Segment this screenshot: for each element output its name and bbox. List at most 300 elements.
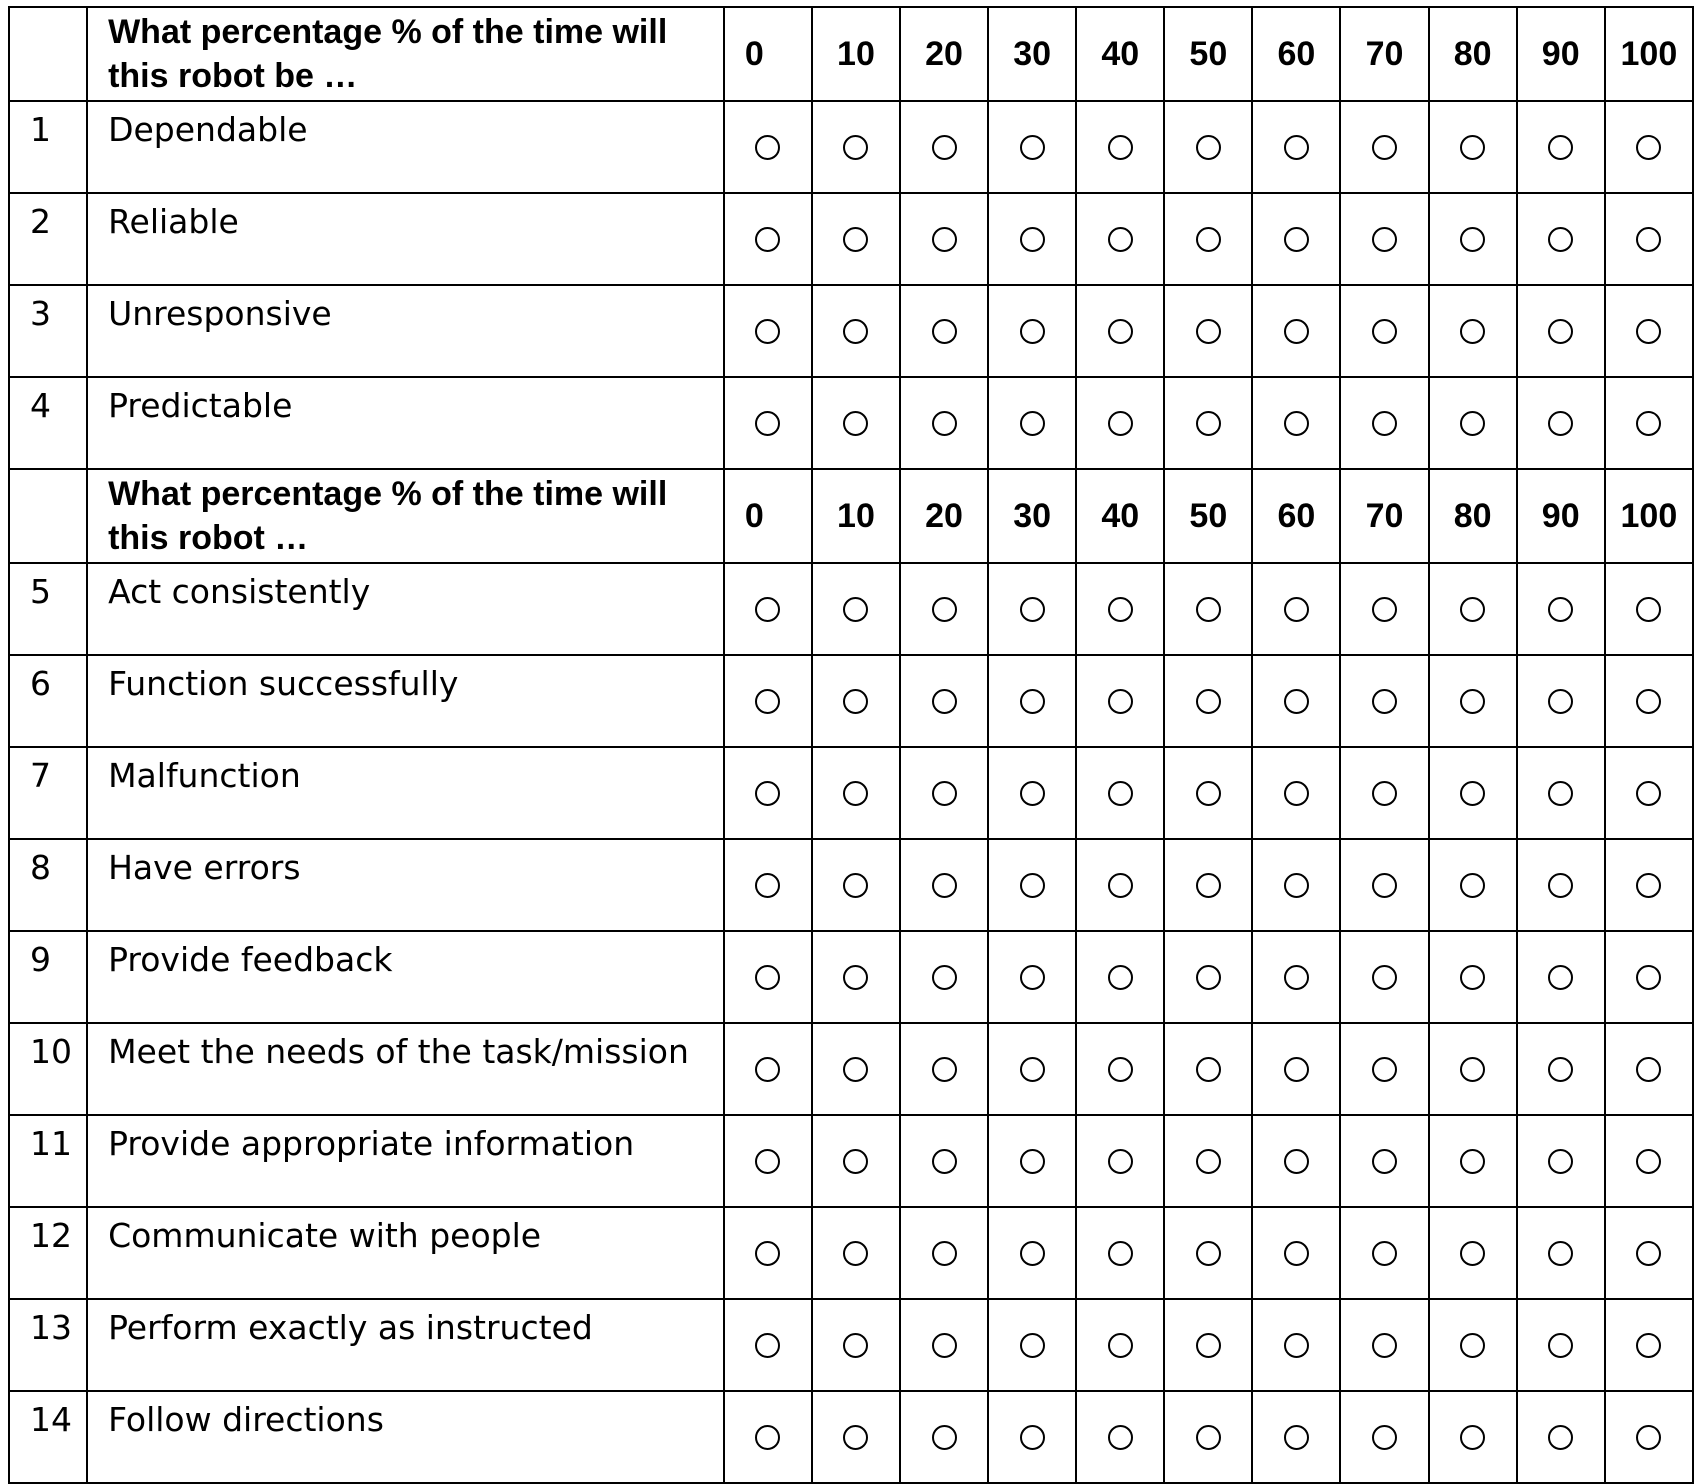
rating-radio-30[interactable] bbox=[1020, 1425, 1045, 1450]
rating-cell bbox=[1429, 839, 1517, 931]
rating-radio-30[interactable] bbox=[1020, 1333, 1045, 1358]
scale-header-60: 60 bbox=[1252, 469, 1340, 563]
rating-radio-90[interactable] bbox=[1548, 1241, 1573, 1266]
rating-radio-10[interactable] bbox=[843, 227, 868, 252]
rating-cell bbox=[1340, 747, 1428, 839]
rating-radio-10[interactable] bbox=[843, 781, 868, 806]
rating-radio-90[interactable] bbox=[1548, 1425, 1573, 1450]
item-label: Malfunction bbox=[87, 747, 724, 839]
rating-radio-40[interactable] bbox=[1108, 1149, 1133, 1174]
rating-radio-70[interactable] bbox=[1372, 689, 1397, 714]
rating-radio-20[interactable] bbox=[932, 1425, 957, 1450]
rating-radio-20[interactable] bbox=[932, 689, 957, 714]
item-number: 14 bbox=[9, 1391, 87, 1483]
rating-cell bbox=[812, 193, 900, 285]
rating-cell bbox=[1076, 193, 1164, 285]
rating-radio-90[interactable] bbox=[1548, 1333, 1573, 1358]
rating-radio-20[interactable] bbox=[932, 597, 957, 622]
rating-radio-10[interactable] bbox=[843, 1425, 868, 1450]
rating-radio-70[interactable] bbox=[1372, 319, 1397, 344]
rating-radio-10[interactable] bbox=[843, 1333, 868, 1358]
rating-cell bbox=[1164, 563, 1252, 655]
rating-cell bbox=[1605, 1023, 1693, 1115]
rating-cell bbox=[988, 193, 1076, 285]
scale-header-30: 30 bbox=[988, 7, 1076, 101]
rating-cell bbox=[724, 1207, 812, 1299]
rating-radio-70[interactable] bbox=[1372, 597, 1397, 622]
rating-cell bbox=[1605, 193, 1693, 285]
rating-cell bbox=[1517, 839, 1605, 931]
rating-radio-30[interactable] bbox=[1020, 1149, 1045, 1174]
rating-radio-90[interactable] bbox=[1548, 689, 1573, 714]
item-number: 13 bbox=[9, 1299, 87, 1391]
rating-cell bbox=[1076, 1115, 1164, 1207]
rating-radio-90[interactable] bbox=[1548, 135, 1573, 160]
rating-cell bbox=[812, 655, 900, 747]
rating-radio-20[interactable] bbox=[932, 965, 957, 990]
rating-cell bbox=[900, 377, 988, 469]
rating-cell bbox=[1340, 839, 1428, 931]
rating-cell bbox=[1429, 563, 1517, 655]
rating-radio-90[interactable] bbox=[1548, 965, 1573, 990]
rating-radio-100[interactable] bbox=[1636, 1333, 1661, 1358]
rating-radio-80[interactable] bbox=[1460, 965, 1485, 990]
rating-cell bbox=[1429, 1115, 1517, 1207]
rating-cell bbox=[1076, 655, 1164, 747]
rating-radio-60[interactable] bbox=[1284, 1333, 1309, 1358]
rating-cell bbox=[1340, 931, 1428, 1023]
rating-radio-60[interactable] bbox=[1284, 689, 1309, 714]
rating-radio-0[interactable] bbox=[755, 135, 780, 160]
rating-radio-40[interactable] bbox=[1108, 227, 1133, 252]
item-number: 12 bbox=[9, 1207, 87, 1299]
rating-cell bbox=[1517, 1391, 1605, 1483]
rating-cell bbox=[1076, 1207, 1164, 1299]
rating-radio-100[interactable] bbox=[1636, 873, 1661, 898]
rating-cell bbox=[1429, 1023, 1517, 1115]
header-number-cell bbox=[9, 469, 87, 563]
rating-radio-80[interactable] bbox=[1460, 319, 1485, 344]
rating-cell bbox=[812, 285, 900, 377]
rating-radio-20[interactable] bbox=[932, 227, 957, 252]
rating-cell bbox=[1340, 1391, 1428, 1483]
rating-radio-80[interactable] bbox=[1460, 227, 1485, 252]
rating-cell bbox=[1252, 839, 1340, 931]
trust-survey-table bbox=[8, 6, 1694, 1484]
rating-cell bbox=[1605, 655, 1693, 747]
rating-radio-70[interactable] bbox=[1372, 781, 1397, 806]
rating-radio-80[interactable] bbox=[1460, 1425, 1485, 1450]
rating-radio-90[interactable] bbox=[1548, 781, 1573, 806]
rating-radio-40[interactable] bbox=[1108, 965, 1133, 990]
scale-header-row bbox=[9, 469, 1693, 563]
item-number: 2 bbox=[9, 193, 87, 285]
rating-radio-40[interactable] bbox=[1108, 1333, 1133, 1358]
rating-cell bbox=[1517, 1299, 1605, 1391]
rating-radio-60[interactable] bbox=[1284, 1241, 1309, 1266]
rating-radio-50[interactable] bbox=[1196, 1149, 1221, 1174]
rating-cell bbox=[988, 1391, 1076, 1483]
rating-radio-10[interactable] bbox=[843, 1149, 868, 1174]
rating-radio-0[interactable] bbox=[755, 227, 780, 252]
survey-item-row bbox=[9, 1023, 1693, 1115]
rating-cell bbox=[1340, 1115, 1428, 1207]
scale-header-60: 60 bbox=[1252, 7, 1340, 101]
rating-radio-80[interactable] bbox=[1460, 873, 1485, 898]
rating-radio-70[interactable] bbox=[1372, 411, 1397, 436]
rating-radio-100[interactable] bbox=[1636, 1149, 1661, 1174]
rating-cell bbox=[1164, 931, 1252, 1023]
rating-cell bbox=[1429, 655, 1517, 747]
rating-radio-30[interactable] bbox=[1020, 873, 1045, 898]
rating-cell bbox=[1164, 839, 1252, 931]
item-label: Follow directions bbox=[87, 1391, 724, 1483]
rating-cell bbox=[1076, 285, 1164, 377]
rating-radio-50[interactable] bbox=[1196, 781, 1221, 806]
rating-radio-100[interactable] bbox=[1636, 1057, 1661, 1082]
scale-header-row bbox=[9, 7, 1693, 101]
rating-cell bbox=[812, 1023, 900, 1115]
rating-radio-40[interactable] bbox=[1108, 1425, 1133, 1450]
rating-radio-0[interactable] bbox=[755, 873, 780, 898]
item-label: Reliable bbox=[87, 193, 724, 285]
rating-cell bbox=[1076, 1023, 1164, 1115]
rating-cell bbox=[1076, 931, 1164, 1023]
rating-cell bbox=[900, 931, 988, 1023]
item-number: 9 bbox=[9, 931, 87, 1023]
rating-radio-70[interactable] bbox=[1372, 1149, 1397, 1174]
item-number: 1 bbox=[9, 101, 87, 193]
scale-header-50: 50 bbox=[1164, 469, 1252, 563]
rating-cell bbox=[1340, 1023, 1428, 1115]
rating-radio-90[interactable] bbox=[1548, 319, 1573, 344]
rating-cell bbox=[1340, 1299, 1428, 1391]
rating-radio-90[interactable] bbox=[1548, 411, 1573, 436]
rating-cell bbox=[1429, 377, 1517, 469]
item-label: Communicate with people bbox=[87, 1207, 724, 1299]
rating-cell bbox=[1252, 655, 1340, 747]
survey-item-row bbox=[9, 931, 1693, 1023]
item-label: Have errors bbox=[87, 839, 724, 931]
rating-cell bbox=[1340, 377, 1428, 469]
rating-radio-40[interactable] bbox=[1108, 873, 1133, 898]
rating-cell bbox=[1429, 1391, 1517, 1483]
rating-cell bbox=[1076, 1391, 1164, 1483]
item-label: Perform exactly as instructed bbox=[87, 1299, 724, 1391]
rating-radio-10[interactable] bbox=[843, 597, 868, 622]
rating-radio-50[interactable] bbox=[1196, 965, 1221, 990]
rating-cell bbox=[724, 1299, 812, 1391]
rating-cell bbox=[724, 285, 812, 377]
rating-radio-90[interactable] bbox=[1548, 227, 1573, 252]
rating-radio-30[interactable] bbox=[1020, 1241, 1045, 1266]
rating-radio-50[interactable] bbox=[1196, 873, 1221, 898]
rating-radio-20[interactable] bbox=[932, 135, 957, 160]
rating-radio-80[interactable] bbox=[1460, 781, 1485, 806]
rating-cell bbox=[724, 563, 812, 655]
rating-radio-70[interactable] bbox=[1372, 1057, 1397, 1082]
rating-radio-40[interactable] bbox=[1108, 135, 1133, 160]
header-number-cell bbox=[9, 7, 87, 101]
rating-radio-40[interactable] bbox=[1108, 1057, 1133, 1082]
item-label: Unresponsive bbox=[87, 285, 724, 377]
rating-cell bbox=[988, 931, 1076, 1023]
rating-cell bbox=[1164, 285, 1252, 377]
scale-header-70: 70 bbox=[1340, 7, 1428, 101]
rating-radio-30[interactable] bbox=[1020, 227, 1045, 252]
rating-radio-100[interactable] bbox=[1636, 135, 1661, 160]
rating-radio-10[interactable] bbox=[843, 411, 868, 436]
survey-container bbox=[8, 6, 1694, 1484]
rating-cell bbox=[812, 839, 900, 931]
rating-cell bbox=[1605, 747, 1693, 839]
rating-cell bbox=[988, 377, 1076, 469]
rating-radio-50[interactable] bbox=[1196, 411, 1221, 436]
survey-item-row bbox=[9, 377, 1693, 469]
rating-cell bbox=[1252, 377, 1340, 469]
rating-radio-90[interactable] bbox=[1548, 597, 1573, 622]
rating-radio-60[interactable] bbox=[1284, 1057, 1309, 1082]
rating-radio-0[interactable] bbox=[755, 781, 780, 806]
rating-cell bbox=[1517, 747, 1605, 839]
rating-radio-50[interactable] bbox=[1196, 135, 1221, 160]
rating-radio-80[interactable] bbox=[1460, 411, 1485, 436]
item-label: Predictable bbox=[87, 377, 724, 469]
rating-radio-60[interactable] bbox=[1284, 873, 1309, 898]
rating-radio-30[interactable] bbox=[1020, 689, 1045, 714]
rating-radio-10[interactable] bbox=[843, 1241, 868, 1266]
rating-radio-80[interactable] bbox=[1460, 135, 1485, 160]
rating-radio-100[interactable] bbox=[1636, 965, 1661, 990]
rating-radio-20[interactable] bbox=[932, 319, 957, 344]
rating-radio-0[interactable] bbox=[755, 411, 780, 436]
rating-radio-40[interactable] bbox=[1108, 597, 1133, 622]
rating-cell bbox=[1252, 931, 1340, 1023]
scale-header-90: 90 bbox=[1517, 469, 1605, 563]
rating-radio-10[interactable] bbox=[843, 319, 868, 344]
rating-radio-60[interactable] bbox=[1284, 135, 1309, 160]
rating-cell bbox=[1252, 101, 1340, 193]
rating-radio-0[interactable] bbox=[755, 965, 780, 990]
rating-cell bbox=[812, 1391, 900, 1483]
survey-item-row bbox=[9, 839, 1693, 931]
rating-radio-30[interactable] bbox=[1020, 781, 1045, 806]
rating-radio-40[interactable] bbox=[1108, 411, 1133, 436]
rating-cell bbox=[1517, 563, 1605, 655]
rating-cell bbox=[988, 655, 1076, 747]
survey-item-row bbox=[9, 1391, 1693, 1483]
rating-radio-50[interactable] bbox=[1196, 689, 1221, 714]
rating-cell bbox=[1517, 285, 1605, 377]
rating-radio-10[interactable] bbox=[843, 1057, 868, 1082]
item-label: Meet the needs of the task/mission bbox=[87, 1023, 724, 1115]
survey-item-row bbox=[9, 1207, 1693, 1299]
rating-cell bbox=[1517, 1023, 1605, 1115]
rating-radio-60[interactable] bbox=[1284, 965, 1309, 990]
rating-radio-80[interactable] bbox=[1460, 1241, 1485, 1266]
rating-radio-0[interactable] bbox=[755, 1333, 780, 1358]
rating-radio-100[interactable] bbox=[1636, 689, 1661, 714]
rating-cell bbox=[1517, 1115, 1605, 1207]
rating-radio-60[interactable] bbox=[1284, 1425, 1309, 1450]
item-number: 10 bbox=[9, 1023, 87, 1115]
rating-radio-10[interactable] bbox=[843, 873, 868, 898]
rating-radio-0[interactable] bbox=[755, 689, 780, 714]
rating-cell bbox=[1076, 839, 1164, 931]
rating-radio-50[interactable] bbox=[1196, 227, 1221, 252]
rating-radio-100[interactable] bbox=[1636, 1425, 1661, 1450]
item-number: 8 bbox=[9, 839, 87, 931]
rating-radio-10[interactable] bbox=[843, 135, 868, 160]
rating-radio-20[interactable] bbox=[932, 1333, 957, 1358]
rating-cell bbox=[1605, 931, 1693, 1023]
rating-radio-0[interactable] bbox=[755, 1149, 780, 1174]
rating-radio-10[interactable] bbox=[843, 965, 868, 990]
rating-cell bbox=[1605, 839, 1693, 931]
rating-cell bbox=[1252, 285, 1340, 377]
rating-radio-70[interactable] bbox=[1372, 1333, 1397, 1358]
rating-cell bbox=[1517, 931, 1605, 1023]
rating-radio-0[interactable] bbox=[755, 1425, 780, 1450]
rating-cell bbox=[900, 1207, 988, 1299]
rating-radio-100[interactable] bbox=[1636, 411, 1661, 436]
rating-radio-50[interactable] bbox=[1196, 319, 1221, 344]
scale-header-50: 50 bbox=[1164, 7, 1252, 101]
rating-radio-80[interactable] bbox=[1460, 1149, 1485, 1174]
rating-radio-60[interactable] bbox=[1284, 319, 1309, 344]
rating-radio-70[interactable] bbox=[1372, 227, 1397, 252]
rating-radio-70[interactable] bbox=[1372, 1241, 1397, 1266]
rating-cell bbox=[724, 377, 812, 469]
rating-radio-20[interactable] bbox=[932, 781, 957, 806]
rating-cell bbox=[900, 1391, 988, 1483]
rating-radio-60[interactable] bbox=[1284, 227, 1309, 252]
rating-radio-100[interactable] bbox=[1636, 227, 1661, 252]
scale-header-0: 0 bbox=[724, 7, 812, 101]
rating-radio-0[interactable] bbox=[755, 597, 780, 622]
rating-radio-0[interactable] bbox=[755, 1241, 780, 1266]
rating-radio-40[interactable] bbox=[1108, 319, 1133, 344]
rating-radio-70[interactable] bbox=[1372, 873, 1397, 898]
rating-cell bbox=[724, 193, 812, 285]
scale-header-40: 40 bbox=[1076, 7, 1164, 101]
rating-radio-60[interactable] bbox=[1284, 1149, 1309, 1174]
rating-radio-80[interactable] bbox=[1460, 597, 1485, 622]
rating-cell bbox=[1164, 1115, 1252, 1207]
rating-radio-70[interactable] bbox=[1372, 965, 1397, 990]
rating-radio-50[interactable] bbox=[1196, 1333, 1221, 1358]
rating-radio-20[interactable] bbox=[932, 873, 957, 898]
rating-radio-100[interactable] bbox=[1636, 1241, 1661, 1266]
rating-cell bbox=[1429, 101, 1517, 193]
rating-radio-20[interactable] bbox=[932, 411, 957, 436]
rating-radio-90[interactable] bbox=[1548, 1057, 1573, 1082]
rating-radio-50[interactable] bbox=[1196, 1425, 1221, 1450]
rating-cell bbox=[724, 101, 812, 193]
survey-item-row bbox=[9, 193, 1693, 285]
rating-cell bbox=[900, 1115, 988, 1207]
rating-cell bbox=[724, 1115, 812, 1207]
rating-radio-80[interactable] bbox=[1460, 1333, 1485, 1358]
rating-cell bbox=[724, 655, 812, 747]
rating-cell bbox=[1605, 1207, 1693, 1299]
scale-header-100: 100 bbox=[1605, 469, 1693, 563]
rating-radio-70[interactable] bbox=[1372, 135, 1397, 160]
rating-cell bbox=[1429, 1299, 1517, 1391]
survey-item-row bbox=[9, 655, 1693, 747]
rating-cell bbox=[1517, 193, 1605, 285]
item-number: 5 bbox=[9, 563, 87, 655]
rating-radio-20[interactable] bbox=[932, 1149, 957, 1174]
rating-radio-40[interactable] bbox=[1108, 1241, 1133, 1266]
rating-radio-100[interactable] bbox=[1636, 597, 1661, 622]
rating-radio-10[interactable] bbox=[843, 689, 868, 714]
rating-cell bbox=[900, 655, 988, 747]
rating-radio-60[interactable] bbox=[1284, 411, 1309, 436]
rating-radio-30[interactable] bbox=[1020, 411, 1045, 436]
rating-radio-80[interactable] bbox=[1460, 689, 1485, 714]
item-number: 3 bbox=[9, 285, 87, 377]
rating-radio-40[interactable] bbox=[1108, 689, 1133, 714]
rating-radio-0[interactable] bbox=[755, 319, 780, 344]
rating-radio-30[interactable] bbox=[1020, 597, 1045, 622]
rating-cell bbox=[1164, 193, 1252, 285]
rating-radio-100[interactable] bbox=[1636, 319, 1661, 344]
rating-radio-40[interactable] bbox=[1108, 781, 1133, 806]
survey-item-row bbox=[9, 101, 1693, 193]
rating-radio-70[interactable] bbox=[1372, 1425, 1397, 1450]
rating-cell bbox=[1252, 563, 1340, 655]
rating-radio-60[interactable] bbox=[1284, 781, 1309, 806]
rating-radio-80[interactable] bbox=[1460, 1057, 1485, 1082]
rating-cell bbox=[812, 1299, 900, 1391]
rating-cell bbox=[812, 747, 900, 839]
rating-radio-90[interactable] bbox=[1548, 1149, 1573, 1174]
rating-radio-60[interactable] bbox=[1284, 597, 1309, 622]
rating-radio-30[interactable] bbox=[1020, 965, 1045, 990]
rating-radio-50[interactable] bbox=[1196, 1057, 1221, 1082]
rating-radio-50[interactable] bbox=[1196, 597, 1221, 622]
rating-cell bbox=[1076, 747, 1164, 839]
rating-cell bbox=[988, 1299, 1076, 1391]
rating-radio-20[interactable] bbox=[932, 1057, 957, 1082]
rating-radio-0[interactable] bbox=[755, 1057, 780, 1082]
rating-cell bbox=[988, 1115, 1076, 1207]
rating-cell bbox=[1252, 1207, 1340, 1299]
rating-cell bbox=[988, 1207, 1076, 1299]
scale-header-0: 0 bbox=[724, 469, 812, 563]
rating-cell bbox=[1429, 931, 1517, 1023]
rating-radio-90[interactable] bbox=[1548, 873, 1573, 898]
rating-radio-50[interactable] bbox=[1196, 1241, 1221, 1266]
rating-cell bbox=[1164, 101, 1252, 193]
rating-cell bbox=[812, 931, 900, 1023]
rating-radio-20[interactable] bbox=[932, 1241, 957, 1266]
rating-cell bbox=[900, 1023, 988, 1115]
rating-radio-30[interactable] bbox=[1020, 1057, 1045, 1082]
rating-cell bbox=[1252, 1023, 1340, 1115]
scale-header-70: 70 bbox=[1340, 469, 1428, 563]
rating-radio-30[interactable] bbox=[1020, 319, 1045, 344]
rating-cell bbox=[1340, 563, 1428, 655]
rating-cell bbox=[900, 101, 988, 193]
rating-radio-100[interactable] bbox=[1636, 781, 1661, 806]
rating-radio-30[interactable] bbox=[1020, 135, 1045, 160]
scale-header-80: 80 bbox=[1429, 7, 1517, 101]
rating-cell bbox=[1252, 193, 1340, 285]
rating-cell bbox=[1517, 377, 1605, 469]
item-label: Provide feedback bbox=[87, 931, 724, 1023]
